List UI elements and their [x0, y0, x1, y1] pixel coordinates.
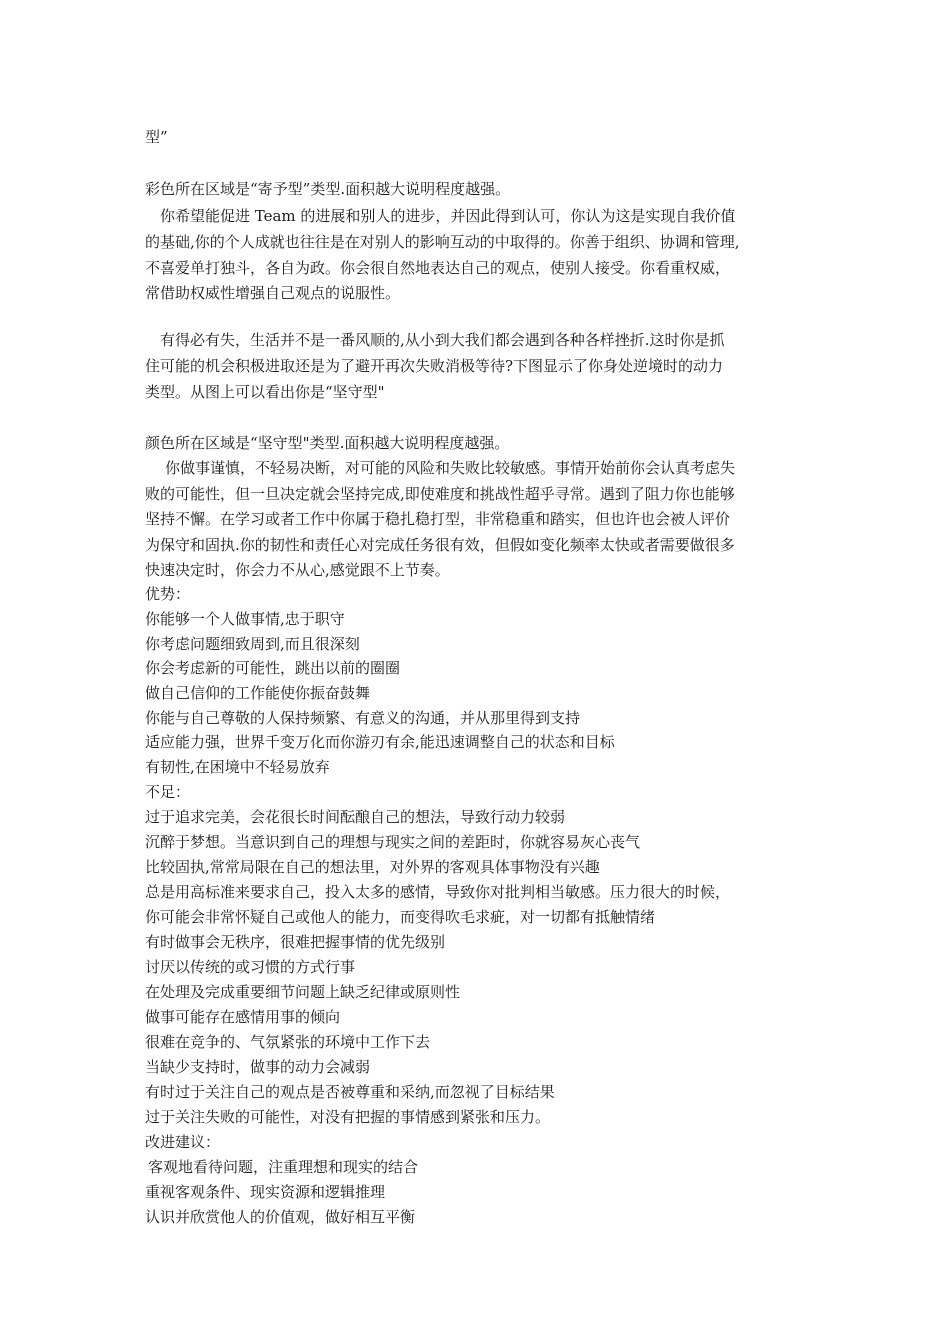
strength-item: 适应能力强，世界千变万化而你游刃有余,能迅速调整自己的状态和目标 — [145, 733, 615, 751]
adversity-intro-line: 住可能的机会积极进取还是为了避开再次失败消极等待?下图显示了你身处逆境时的动力 — [145, 357, 724, 375]
weakness-item: 沉醉于梦想。当意识到自己的理想与现实之间的差距时，你就容易灰心丧气 — [145, 833, 641, 851]
weakness-item: 你可能会非常怀疑自己或他人的能力，而变得吹毛求疵，对一切都有抵触情绪 — [145, 908, 656, 926]
adversity-paragraph-line: 为保守和固执.你的韧性和责任心对完成任务很有效，但假如变化频率太快或者需要做很多 — [145, 536, 735, 554]
adversity-summary: 颜色所在区域是“坚守型"类型.面积越大说明程度越强。 — [145, 434, 510, 452]
give-type-paragraph-line: 你希望能促进 Team 的进展和别人的进步，并因此得到认可，你认为这是实现自我价值 — [160, 207, 736, 225]
top-fragment: 型” — [145, 128, 168, 146]
suggestion-item: 重视客观条件、现实资源和逻辑推理 — [145, 1183, 386, 1201]
weakness-item: 在处理及完成重要细节问题上缺乏纪律或原则性 — [145, 983, 461, 1001]
give-type-paragraph-line: 的基础,你的个人成就也往往是在对别人的影响互动的中取得的。你善于组织、协调和管理, — [145, 233, 740, 251]
adversity-paragraph-line: 你做事谨慎，不轻易决断，对可能的风险和失败比较敏感。事情开始前你会认真考虑失 — [165, 459, 736, 477]
strength-item: 有韧性,在困境中不轻易放弃 — [145, 758, 330, 776]
give-type-paragraph-line: 不喜爱单打独斗，各自为政。你会很自然地表达自己的观点，使别人接受。你看重权威， — [145, 259, 731, 277]
adversity-intro-line: 类型。从图上可以看出你是“坚守型" — [145, 383, 385, 401]
weakness-item: 很难在竞争的、气氛紧张的环境中工作下去 — [145, 1033, 431, 1051]
weakness-item: 总是用高标准来要求自己，投入太多的感情，导致你对批判相当敏感。压力很大的时候， — [145, 883, 731, 901]
adversity-paragraph-line: 快速决定时，你会力不从心,感觉跟不上节奏。 — [145, 561, 450, 579]
weaknesses-heading: 不足： — [145, 783, 191, 801]
strength-item: 你能够一个人做事情,忠于职守 — [145, 610, 345, 628]
weakness-item: 讨厌以传统的或习惯的方式行事 — [145, 958, 356, 976]
strength-item: 做自己信仰的工作能使你振奋鼓舞 — [145, 684, 371, 702]
suggestions-heading: 改进建议： — [145, 1133, 221, 1151]
strength-item: 你能与自己尊敬的人保持频繁、有意义的沟通，并从那里得到支持 — [145, 709, 581, 727]
strength-item: 你会考虑新的可能性，跳出以前的圈圈 — [145, 659, 401, 677]
suggestion-item: 认识并欣赏他人的价值观，做好相互平衡 — [145, 1208, 416, 1226]
adversity-paragraph-line: 败的可能性，但一旦决定就会坚持完成,即使难度和挑战性超乎寻常。遇到了阻力你也能够 — [145, 485, 735, 503]
give-type-paragraph-line: 常借助权威性增强自己观点的说服性。 — [145, 284, 401, 302]
weakness-item: 做事可能存在感情用事的倾向 — [145, 1008, 341, 1026]
weakness-item: 有时做事会无秩序，很难把握事情的优先级别 — [145, 933, 446, 951]
give-type-summary: 彩色所在区域是“寄予型”类型.面积越大说明程度越强。 — [145, 180, 511, 198]
strength-item: 你考虑问题细致周到,而且很深刻 — [145, 635, 360, 653]
weakness-item: 当缺少支持时，做事的动力会减弱 — [145, 1058, 371, 1076]
weakness-item: 有时过于关注自己的观点是否被尊重和采纳,而忽视了目标结果 — [145, 1083, 555, 1101]
weakness-item: 比较固执,常常局限在自己的想法里，对外界的客观具体事物没有兴趣 — [145, 858, 600, 876]
strengths-heading: 优势： — [145, 585, 191, 603]
adversity-paragraph-line: 坚持不懈。在学习或者工作中你属于稳扎稳打型，非常稳重和踏实，但也许也会被人评价 — [145, 510, 731, 528]
weakness-item: 过于关注失败的可能性，对没有把握的事情感到紧张和压力。 — [145, 1108, 551, 1126]
adversity-intro-line: 有得必有失，生活并不是一番风顺的,从小到大我们都会遇到各种各样挫折.这时你是抓 — [160, 331, 725, 349]
suggestion-item: 客观地看待问题，注重理想和现实的结合 — [148, 1158, 419, 1176]
weakness-item: 过于追求完美，会花很长时间酝酿自己的想法，导致行动力较弱 — [145, 808, 566, 826]
